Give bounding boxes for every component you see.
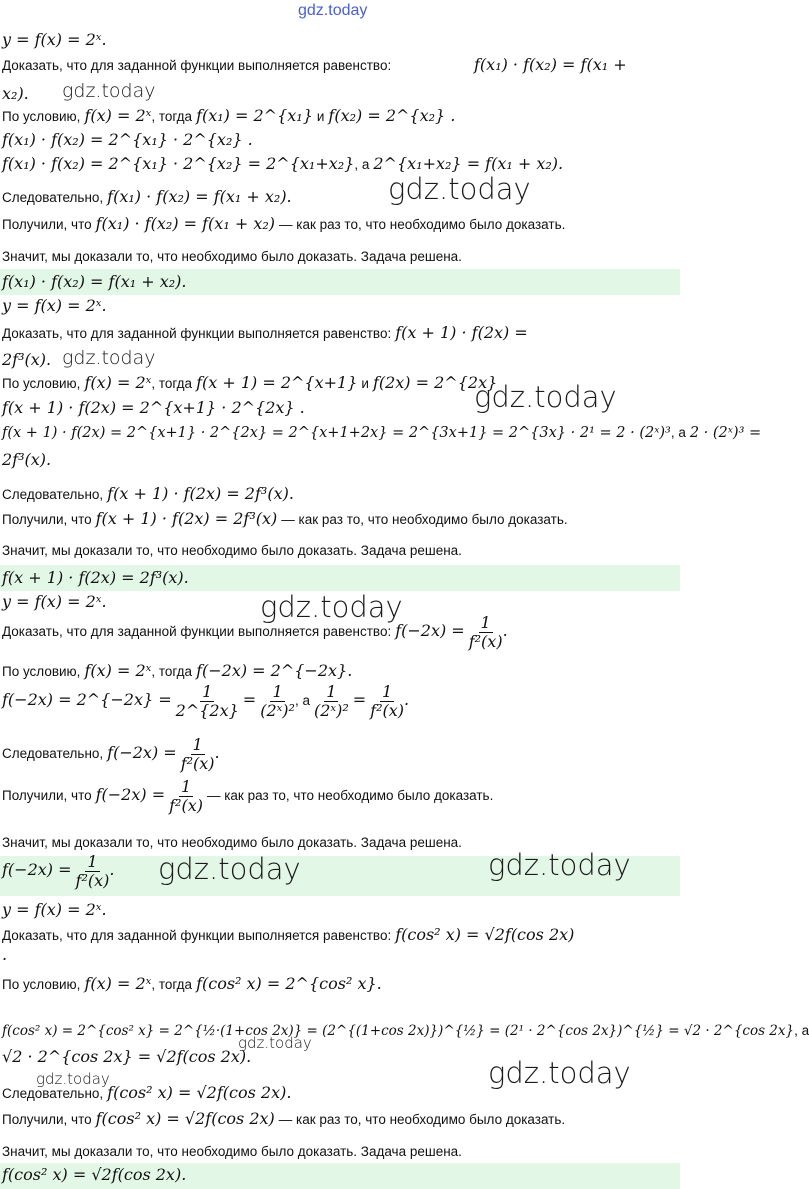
watermark: gdz.today xyxy=(388,172,531,206)
s4-line1: f(cos² x) = 2^{cos² x} = 2^{½·(1+cos 2x)} = (2^{(1+cos 2x)})^{½} = (2¹ · 2^{cos 2x})^{½} = √2 · 2^{cos 2x}, а xyxy=(2,1023,809,1039)
s2-task: Доказать, что для заданной функции выполняется равенство: f(x + 1) · f(2x) = xyxy=(2,323,528,342)
watermark: gdz.today xyxy=(488,1056,631,1090)
s3-condition: По условию, f(x) = 2ˣ, тогда f(−2x) = 2^{−2x}. xyxy=(2,661,353,680)
s1-task-equation-cont: x₂). xyxy=(2,84,29,103)
watermark: gdz.today xyxy=(488,848,631,882)
s1-line2: f(x₁) · f(x₂) = 2^{x₁} · 2^{x₂} = 2^{x₁+x₂}, а 2^{x₁+x₂} = f(x₁ + x₂). xyxy=(2,154,564,173)
watermark: gdz.today xyxy=(62,347,156,369)
s3-got: Получили, что f(−2x) = $\frac{1}{\text{f²(x)}}$ — как раз то, что необходимо было доказать. xyxy=(2,777,494,815)
s2-task-equation-cont: 2f³(x). xyxy=(2,350,52,369)
s1-task-equation: f(x₁) · f(x₂) = f(x₁ + xyxy=(474,55,627,74)
s1-final: Значит, мы доказали то, что необходимо было доказать. Задача решена. xyxy=(2,249,462,264)
s1-line1: f(x₁) · f(x₂) = 2^{x₁} · 2^{x₂} . xyxy=(2,130,253,149)
watermark: gdz.today xyxy=(260,590,403,624)
s2-answer: f(x + 1) · f(2x) = 2f³(x). xyxy=(2,568,189,587)
s2-function: y = f(x) = 2ˣ. xyxy=(2,296,107,315)
watermark: gdz.today xyxy=(158,852,301,886)
s1-condition: По условию, f(x) = 2ˣ, тогда f(x₁) = 2^{x₁} и f(x₂) = 2^{x₂} . xyxy=(2,106,456,125)
s3-function: y = f(x) = 2ˣ. xyxy=(2,592,107,611)
s2-line1: f(x + 1) · f(2x) = 2^{x+1} · 2^{2x} . xyxy=(2,398,305,417)
s3-final: Значит, мы доказали то, что необходимо было доказать. Задача решена. xyxy=(2,835,462,850)
s2-line2: f(x + 1) · f(2x) = 2^{x+1} · 2^{2x} = 2^{x+1+2x} = 2^{3x+1} = 2^{3x} · 2¹ = 2 · (2ˣ)³, а 2 · (2ˣ)³ = xyxy=(2,425,762,441)
s3-task: Доказать, что для заданной функции выполняется равенство: f(−2x) = $\frac{1}{\text{f²(x)}}$ . xyxy=(2,613,508,651)
s3-hence: Следовательно, f(−2x) = $\frac{1}{\text{f²(x)}}$ . xyxy=(2,735,220,773)
s4-function: y = f(x) = 2ˣ. xyxy=(2,900,107,919)
s1-got: Получили, что f(x₁) · f(x₂) = f(x₁ + x₂) — как раз то, что необходимо было доказать. xyxy=(2,214,566,233)
watermark: gdz.today xyxy=(474,380,617,414)
s2-line2-cont: 2f³(x). xyxy=(2,450,52,469)
s4-got: Получили, что f(cos² x) = √2f(cos 2x) — как раз то, что необходимо было доказать. xyxy=(2,1109,566,1128)
s1-task: Доказать, что для заданной функции выполняется равенство: xyxy=(2,58,392,73)
s4-condition: По условию, f(x) = 2ˣ, тогда f(cos² x) = 2^{cos² x}. xyxy=(2,974,382,993)
watermark: gdz.today xyxy=(62,80,156,102)
s3-line1: f(−2x) = 2^{−2x} = $\frac{1}{2\^{}\{2x\}}$ = $\frac{1}{\text{(2ˣ)²}}$ , а $\frac{1}{\text{(2ˣ)²}}$ = $\frac{1}{\text{f²(x)}}$ . xyxy=(2,682,410,720)
s4-task: Доказать, что для заданной функции выполняется равенство: f(cos² x) = √2f(cos 2x) xyxy=(2,925,575,944)
s4-line1-cont: √2 · 2^{cos 2x} = √2f(cos 2x). xyxy=(2,1047,252,1066)
s1-hence: Следовательно, f(x₁) · f(x₂) = f(x₁ + x₂). xyxy=(2,187,292,206)
watermark: gdz.today xyxy=(36,1070,110,1088)
s4-task-dot: . xyxy=(2,945,8,964)
s4-hence: Следовательно, f(cos² x) = √2f(cos 2x). xyxy=(2,1083,292,1102)
s1-answer: f(x₁) · f(x₂) = f(x₁ + x₂). xyxy=(2,272,187,291)
s4-answer: f(cos² x) = √2f(cos 2x). xyxy=(2,1165,187,1184)
s2-got: Получили, что f(x + 1) · f(2x) = 2f³(x) — как раз то, что необходимо было доказать. xyxy=(2,509,568,528)
s3-answer: f(−2x) = $\frac{1}{\text{f²(x)}}$ . xyxy=(2,852,115,890)
s2-hence: Следовательно, f(x + 1) · f(2x) = 2f³(x). xyxy=(2,484,294,503)
s2-condition: По условию, f(x) = 2ˣ, тогда f(x + 1) = 2^{x+1} и f(2x) = 2^{2x} xyxy=(2,373,498,392)
s1-function: y = f(x) = 2ˣ. xyxy=(2,30,107,49)
watermark: gdz.today xyxy=(238,1034,312,1052)
s4-final: Значит, мы доказали то, что необходимо было доказать. Задача решена. xyxy=(2,1144,462,1159)
s2-final: Значит, мы доказали то, что необходимо было доказать. Задача решена. xyxy=(2,543,462,558)
watermark-top: gdz.today xyxy=(298,2,368,19)
